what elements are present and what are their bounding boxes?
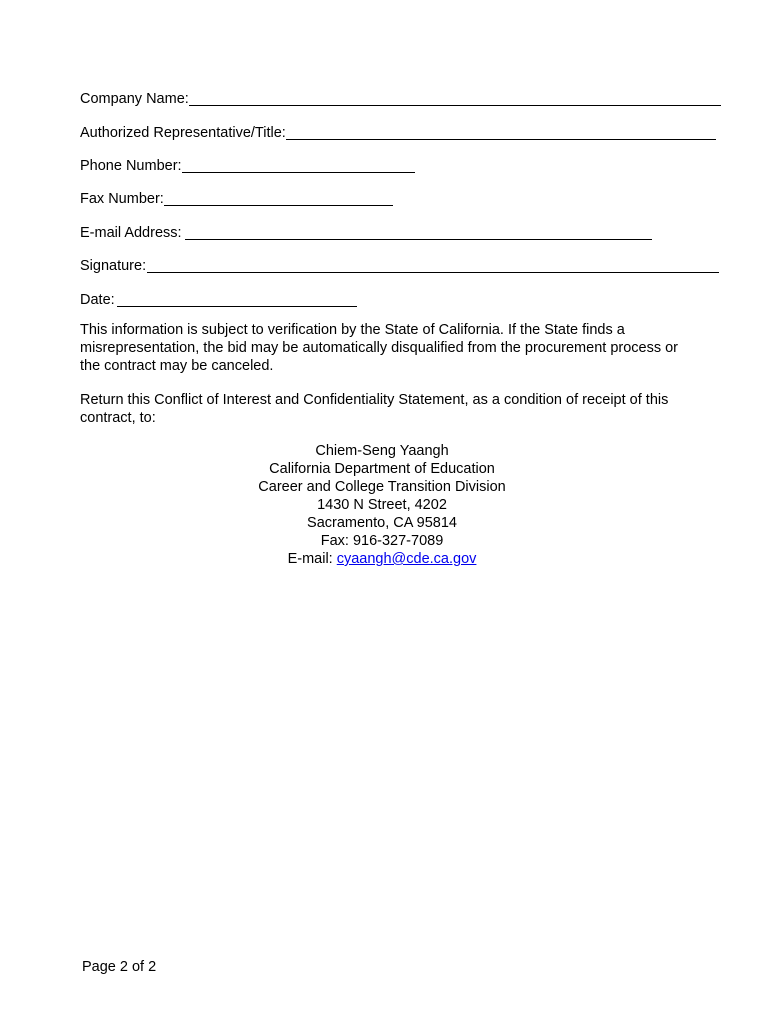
phone-number-field — [80, 153, 415, 175]
phone-number-label: Phone Number: — [80, 158, 182, 174]
email-address-field — [80, 220, 652, 242]
company-name-input-line[interactable] — [189, 104, 721, 106]
date-input-line[interactable] — [117, 305, 357, 307]
verification-paragraph: This information is subject to verification by the State of California. If the State finds a misrepresentation, the bid may be automatically disqualified from the procurement process or the contract may be canceled. — [80, 322, 679, 374]
fax-number-field — [80, 186, 393, 208]
address-fax: Fax: 916-327-7089 — [320, 533, 444, 549]
address-street: 1430 N Street, 4202 — [317, 497, 447, 513]
company-name-label: Company Name: — [80, 91, 189, 107]
company-name-field — [80, 86, 721, 108]
address-city: Sacramento, CA 95814 — [307, 515, 457, 531]
authorized-rep-field — [80, 120, 716, 142]
date-field — [80, 287, 357, 309]
address-division: Career and College Transition Division — [258, 479, 506, 495]
address-email-line — [80, 550, 684, 568]
address-contact-name: Chiem-Seng Yaangh — [315, 443, 449, 459]
authorized-rep-label: Authorized Representative/Title: — [80, 125, 286, 141]
fax-number-label: Fax Number: — [80, 191, 164, 207]
signature-label: Signature: — [80, 258, 147, 274]
fax-number-input-line[interactable] — [164, 204, 393, 206]
signature-input-line[interactable] — [147, 271, 719, 273]
page-number: Page 2 of 2 — [82, 959, 157, 975]
return-address-block — [80, 442, 684, 568]
phone-number-input-line[interactable] — [182, 171, 415, 173]
email-address-label: E-mail Address: — [80, 225, 182, 241]
signature-field — [80, 253, 719, 275]
email-address-input-line[interactable] — [185, 238, 652, 240]
date-label: Date: — [80, 292, 115, 308]
authorized-rep-input-line[interactable] — [286, 138, 716, 140]
email-link[interactable]: cyaangh@cde.ca.gov — [336, 551, 477, 567]
address-department: California Department of Education — [269, 461, 495, 477]
return-instructions-paragraph: Return this Conflict of Interest and Confidentiality Statement, as a condition of receipt of this contract, to: — [80, 392, 669, 426]
address-email-prefix: E-mail: — [287, 551, 337, 567]
